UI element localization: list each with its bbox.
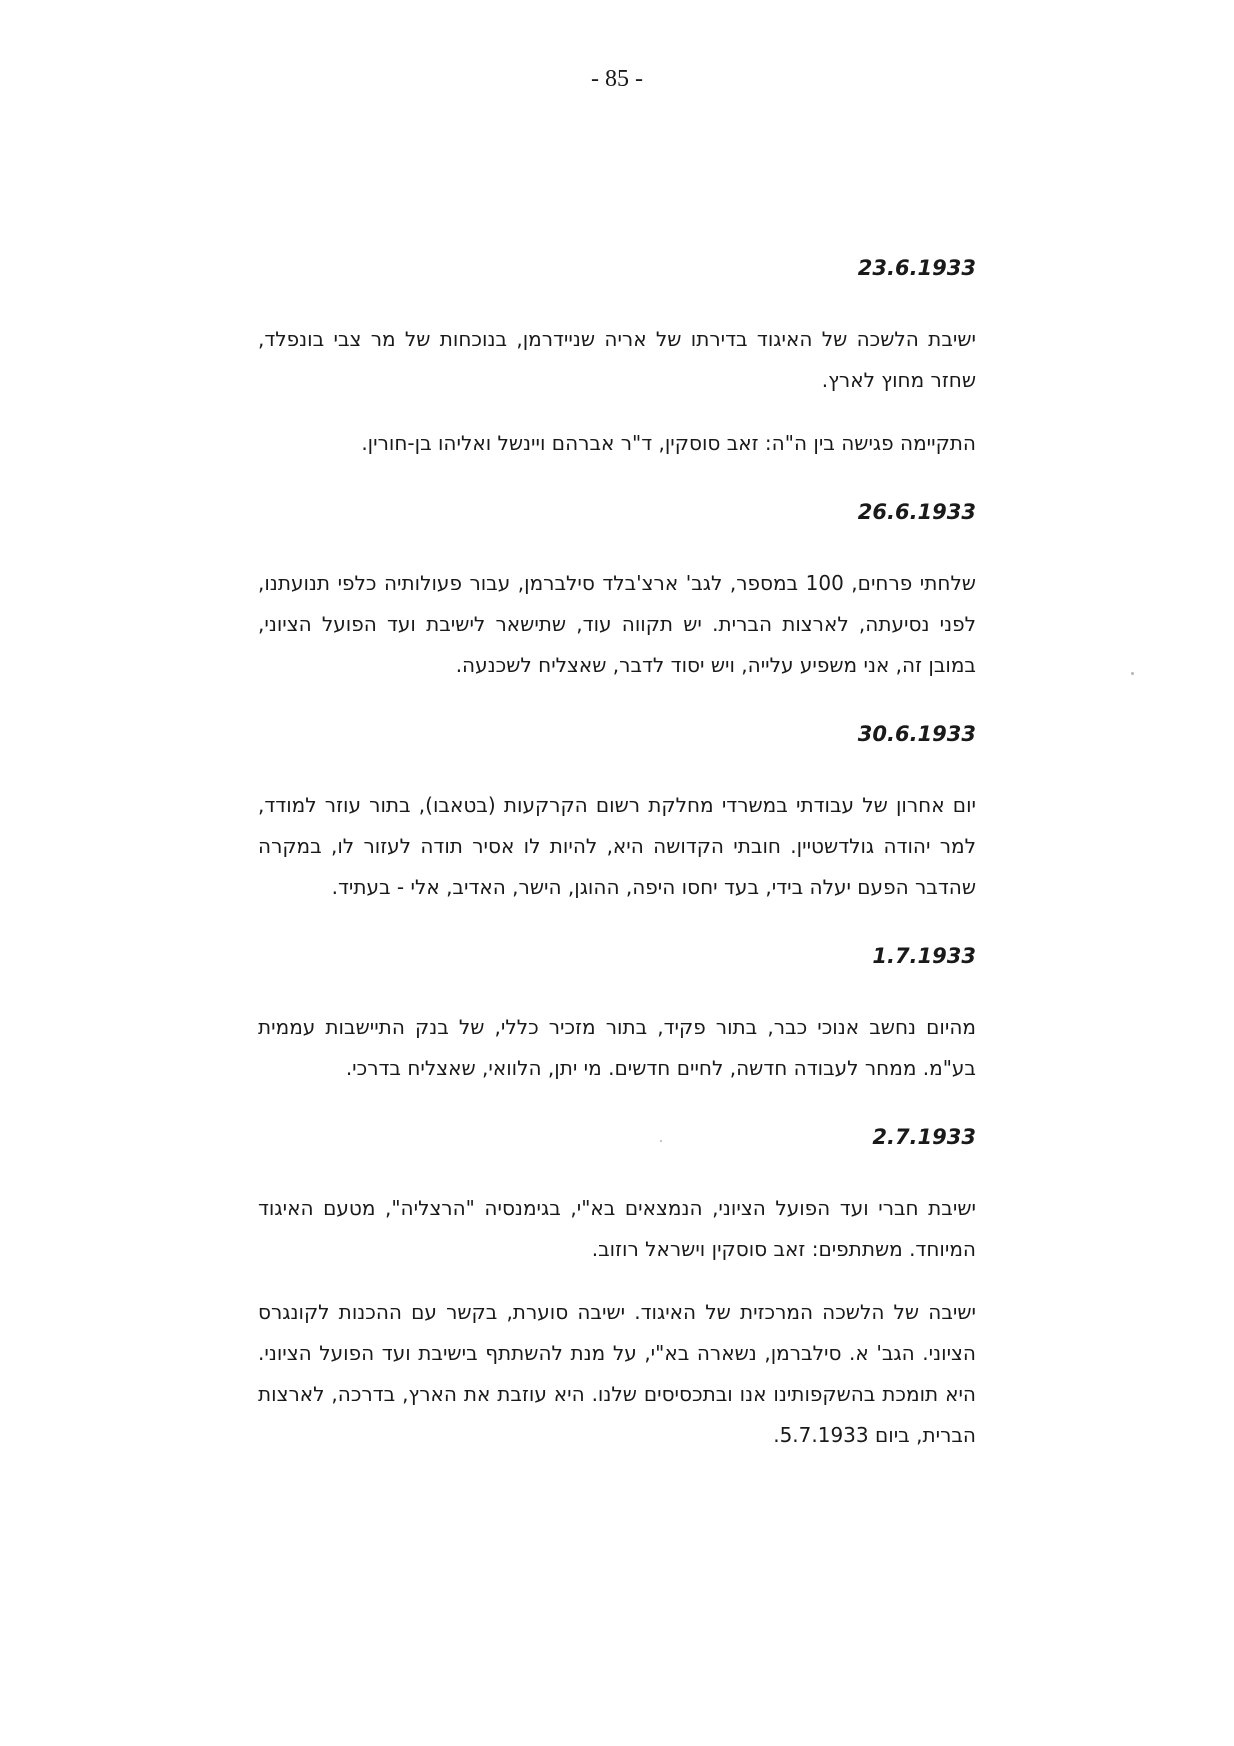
diary-entry [258,248,976,464]
entry-date: 30.6.1933 [857,722,976,746]
diary-content [258,248,976,1484]
page-number: - 85 - [591,66,643,92]
entry-date: 26.6.1933 [857,500,976,524]
entry-paragraph: יום אחרון של עבודתי במשרדי מחלקת רשום הקרקעות (בטאבו), בתור עוזר למודד, למר יהודה גולדשטיין. חובתי הקדושה היא, להיות לו אסיר תודה לעזור לו, במקרה שהדבר הפעם יעלה בידי, בעד יחסו היפה, ההוגן, הישר, האדיב, אלי - בעתיד. [258,793,976,899]
entry-paragraph: התקיימה פגישה בין ה"ה: זאב סוסקין, ד"ר אברהם ויינשל ואליהו בן-חורין. [361,431,976,455]
entry-paragraph: מהיום נחשב אנוכי כבר, בתור פקיד, בתור מזכיר כללי, של בנק התיישבות עממית בע"מ. ממחר לעבודה חדשה, לחיים חדשים. מי יתן, הלוואי, שאצליח בדרכי. [258,1015,976,1080]
diary-entry [258,936,976,1089]
diary-entry [258,714,976,908]
scan-speck [1131,672,1134,675]
scan-speck [660,1140,662,1142]
entry-date: 1.7.1933 [872,944,976,968]
entry-paragraph: ישיבה של הלשכה המרכזית של האיגוד. ישיבה סוערת, בקשר עם ההכנות לקונגרס הציוני. הגב' א. סילברמן, נשארה בא"י, על מנת להשתתף בישיבת ועד הפועל הציוני. היא תומכת בהשקפותינו אנו ובתכסיסים שלנו. היא עוזבת את הארץ, בדרכה, לארצות הברית, ביום 5.7.1933. [258,1300,976,1447]
diary-entry [258,1117,976,1456]
entry-paragraph: ישיבת הלשכה של האיגוד בדירתו של אריה שניידרמן, בנוכחות של מר צבי בונפלד, שחזר מחוץ לארץ. [258,327,976,392]
entry-date: 23.6.1933 [857,256,976,280]
entry-paragraph: שלחתי פרחים, 100 במספר, לגב' ארצ'בלד סילברמן, עבור פעולותיה כלפי תנועתנו, לפני נסיעתה, לארצות הברית. יש תקווה עוד, שתישאר לישיבת ועד הפועל הציוני, במובן זה, אני משפיע עלייה, ויש יסוד לדבר, שאצליח לשכנעה. [258,571,976,677]
entry-date: 2.7.1933 [872,1125,976,1149]
entry-paragraph: ישיבת חברי ועד הפועל הציוני, הנמצאים בא"י, בגימנסיה "הרצליה", מטעם האיגוד המיוחד. משתתפים: זאב סוסקין וישראל רוזוב. [258,1196,976,1261]
diary-entry [258,492,976,686]
